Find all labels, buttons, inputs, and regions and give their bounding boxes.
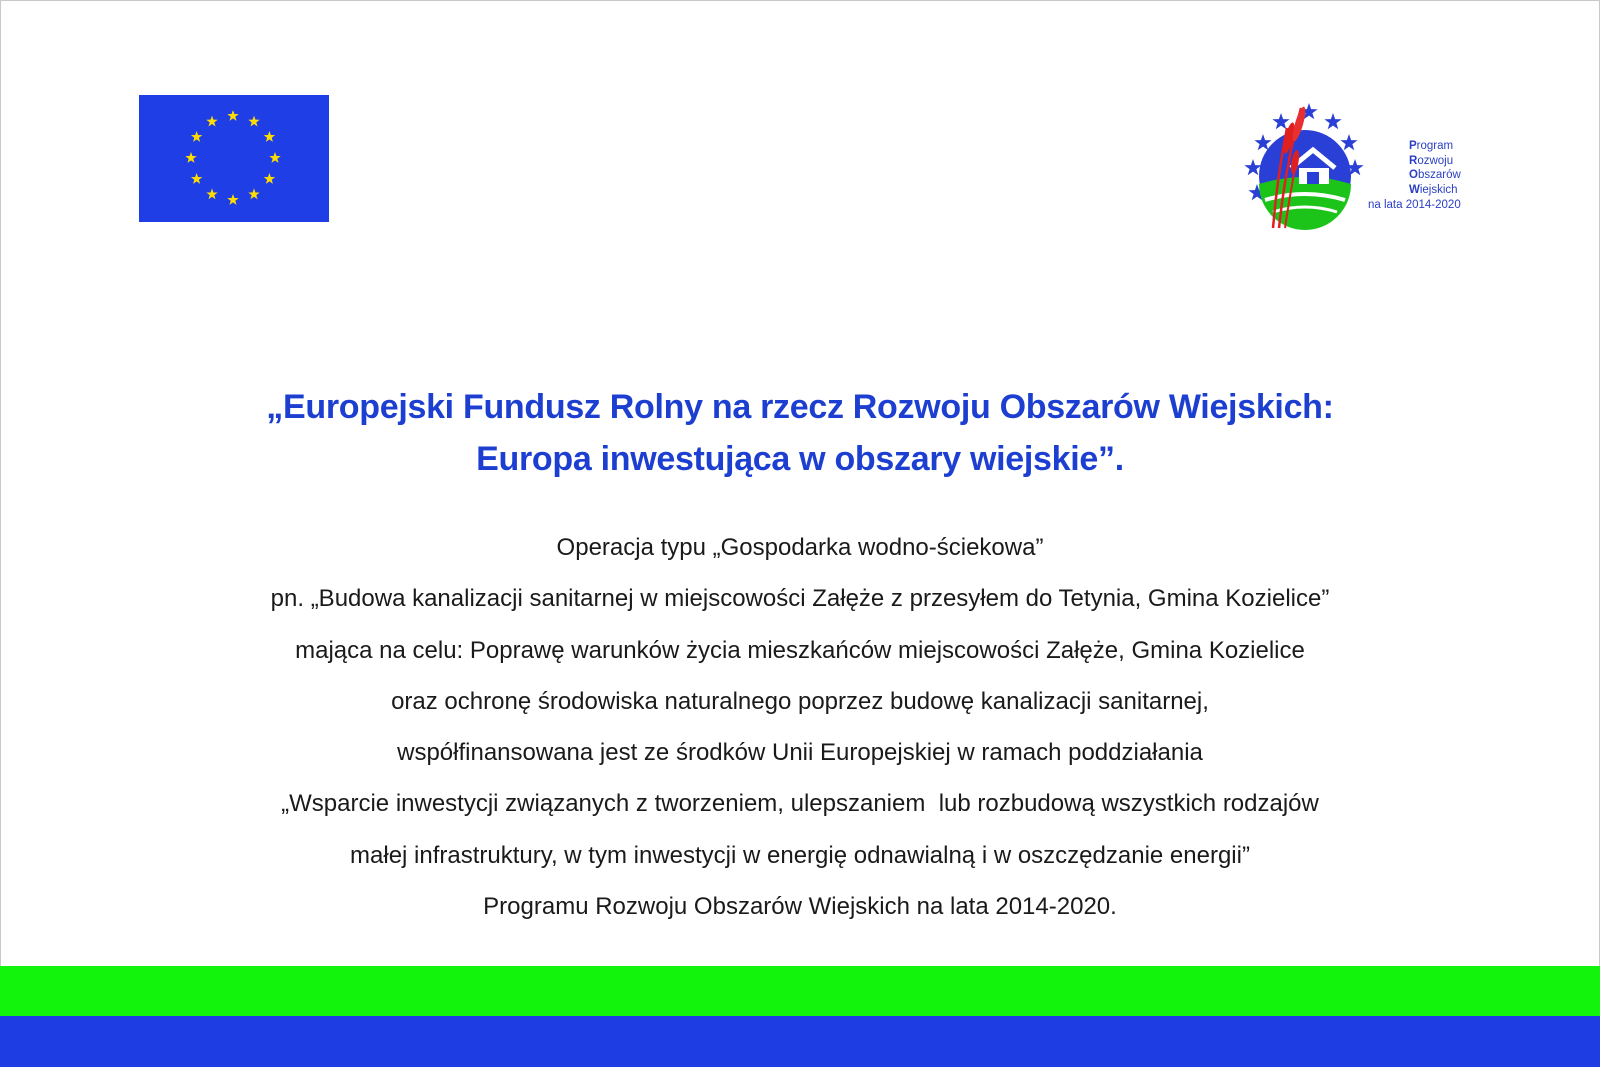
headline-line-1: „Europejski Fundusz Rolny na rzecz Rozwoju Obszarów Wiejskich: xyxy=(266,388,1334,426)
headline xyxy=(0,381,1600,485)
prow-logo xyxy=(1243,88,1473,238)
prow-line-obszarow: Obszarów xyxy=(1409,169,1461,181)
blue-stripe xyxy=(0,1016,1600,1067)
green-stripe xyxy=(0,966,1600,1016)
prow-line-program: Program xyxy=(1409,140,1454,152)
body-line: mająca na celu: Poprawę warunków życia mieszkańców miejscowości Załęże, Gmina Kozielice xyxy=(295,636,1305,664)
body-line: Operacja typu „Gospodarka wodno-ściekowa” xyxy=(556,534,1044,561)
body-line: pn. „Budowa kanalizacji sanitarnej w miejscowości Załęże z przesyłem do Tetynia, Gmina Kozielice” xyxy=(270,585,1330,613)
body-line: współfinansowana jest ze środków Unii Europejskiej w ramach poddziałania xyxy=(397,739,1203,767)
eu-flag-icon xyxy=(139,95,329,222)
prow-line-wiejskich: Wiejskich xyxy=(1409,183,1458,196)
body-text xyxy=(0,522,1600,932)
prow-years: na lata 2014-2020 xyxy=(1368,199,1461,211)
headline-line-2: Europa inwestująca w obszary wiejskie”. xyxy=(476,440,1124,478)
prow-emblem-icon xyxy=(1243,88,1383,238)
prow-logo-text xyxy=(1368,139,1461,213)
body-line: oraz ochronę środowiska naturalnego poprzez budowę kanalizacji sanitarnej, xyxy=(391,687,1209,715)
prow-line-rozwoju: Rozwoju xyxy=(1409,154,1454,167)
body-line: „Wsparcie inwestycji związanych z tworzeniem, ulepszaniem lub rozbudową wszystkich rodzajów xyxy=(281,790,1319,818)
body-line: małej infrastruktury, w tym inwestycji w energię odnawialną i w oszczędzanie energii” xyxy=(350,841,1250,869)
body-line: Programu Rozwoju Obszarów Wiejskich na lata 2014-2020. xyxy=(483,893,1117,921)
